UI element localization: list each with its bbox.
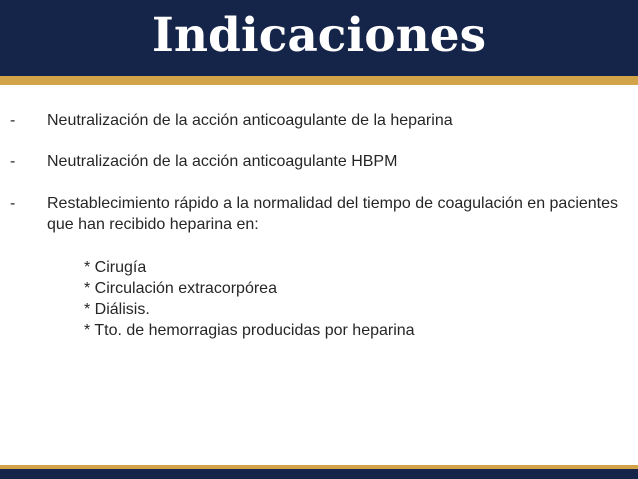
sub-list-item: * Cirugía	[84, 259, 147, 276]
sub-list-item: * Circulación extracorpórea	[84, 280, 277, 297]
bullet-text: Neutralización de la acción anticoagulante de la heparina	[47, 112, 453, 129]
sub-list-item: * Tto. de hemorragias producidas por heparina	[84, 322, 415, 339]
footer-band	[0, 469, 638, 479]
bullet-text: Neutralización de la acción anticoagulante HBPM	[47, 153, 398, 170]
bullet-marker: -	[10, 195, 16, 212]
bullet-text: Restablecimiento rápido a la normalidad del tiempo de coagulación en pacientes que han recibido heparina en:	[47, 195, 619, 233]
bullet-marker: -	[10, 112, 16, 129]
sub-list-item: * Diálisis.	[84, 301, 150, 318]
bullet-marker: -	[10, 153, 16, 170]
slide-title: Indicaciones	[151, 8, 487, 63]
